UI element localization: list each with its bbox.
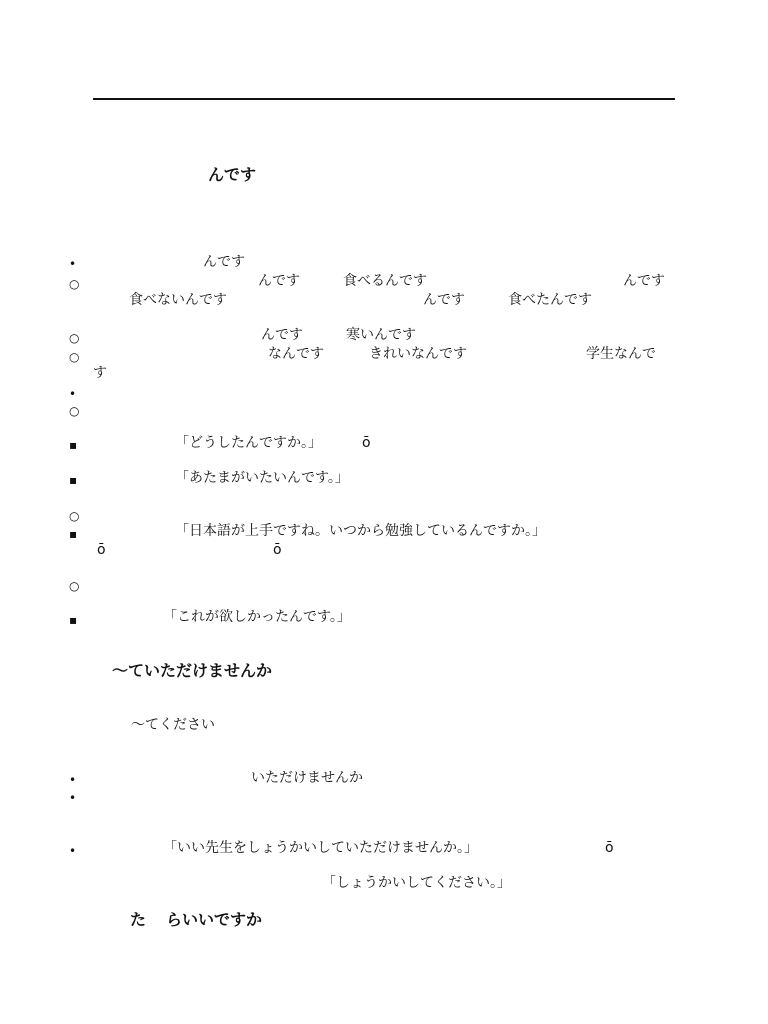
bullet-square: ▪ xyxy=(69,438,78,452)
bullet-square: ▪ xyxy=(69,527,78,541)
text-line: んです xyxy=(261,327,303,343)
subheading-tekudasai: 〜てください xyxy=(131,717,215,733)
example-sentence: 「いい先生をしょうかいしていただけませんか。」 xyxy=(163,840,478,856)
bullet-square: ▪ xyxy=(69,473,78,487)
text-line: んです xyxy=(203,254,245,270)
section-heading-raiidesuka: らいいですか xyxy=(166,910,263,929)
romaji-mark: ō xyxy=(605,840,614,856)
text-line: なんです xyxy=(268,346,324,362)
romaji-mark: ō xyxy=(362,435,371,451)
text-line: 学生なんで xyxy=(586,346,656,362)
bullet-square: ▪ xyxy=(69,613,78,627)
example-sentence: 「しょうかいしてください。」 xyxy=(322,875,511,891)
section-heading-ta: た xyxy=(130,910,147,929)
example-sentence: 「これが欲しかったんです。」 xyxy=(163,609,351,625)
text-line: 食べるんです xyxy=(343,273,427,289)
romaji-mark: ō xyxy=(273,542,282,558)
example-sentence: 「どうしたんですか。」 xyxy=(175,435,322,451)
romaji-mark: ō xyxy=(97,542,106,558)
bullet-circle: ○ xyxy=(69,277,80,291)
bullet-circle: ○ xyxy=(69,579,80,593)
bullet-disc: • xyxy=(69,791,77,805)
bullet-circle: ○ xyxy=(69,331,80,345)
bullet-disc: • xyxy=(69,387,77,401)
bullet-circle: ○ xyxy=(69,509,80,523)
text-line: んです xyxy=(623,273,665,289)
text-line: んです xyxy=(423,292,465,308)
bullet-circle: ○ xyxy=(69,350,80,364)
example-sentence: 「あたまがいたいんです。」 xyxy=(175,470,349,486)
text-line: 食べないんです xyxy=(129,292,227,308)
horizontal-rule xyxy=(93,98,675,100)
text-line: 寒いんです xyxy=(346,327,416,343)
section-heading-teitadakemasenka: 〜ていただけませんか xyxy=(112,661,273,680)
bullet-circle: ○ xyxy=(69,404,80,418)
section-heading-ndesu: んです xyxy=(208,165,257,184)
example-sentence: 「日本語が上手ですね。いつから勉強しているんですか。」 xyxy=(175,523,546,539)
bullet-disc: • xyxy=(69,257,77,271)
text-line: んです xyxy=(258,273,300,289)
text-line: きれいなんです xyxy=(369,346,467,362)
text-line: いただけませんか xyxy=(251,770,363,786)
bullet-disc: • xyxy=(69,773,77,787)
text-line: す xyxy=(93,365,107,381)
bullet-disc: • xyxy=(69,844,77,858)
text-line: 食べたんです xyxy=(508,292,592,308)
